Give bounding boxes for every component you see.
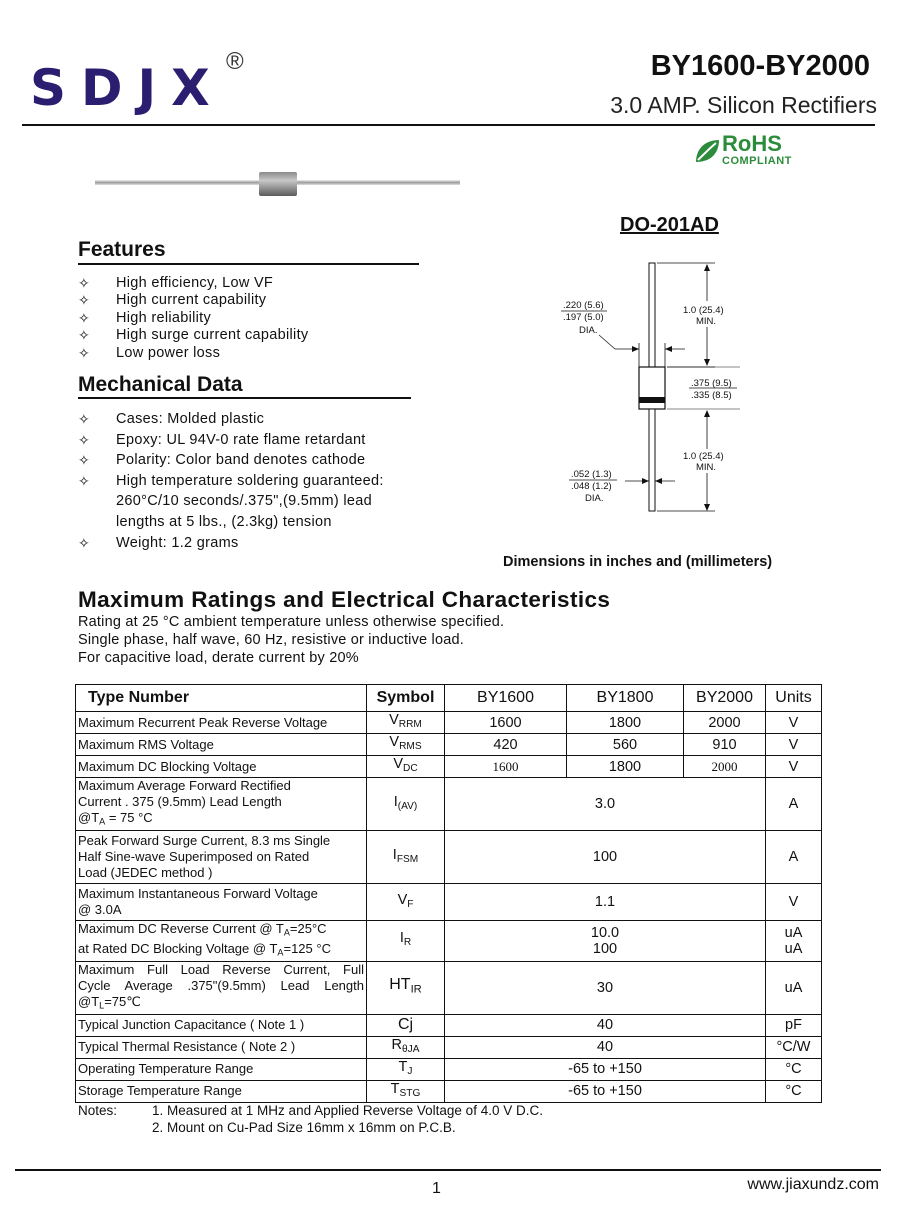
row-desc: Maximum DC Blocking Voltage [76,756,367,778]
table-header-row [76,685,822,712]
row-symbol: $T_J$ [367,1058,445,1080]
list-item: ✧ Epoxy: UL 94V-0 rate flame retardant [78,430,408,451]
row-desc: Storage Temperature Range [76,1080,367,1102]
row-value: 910 [684,734,766,756]
header-model-1: BY1600 [445,685,567,712]
row-value: 2000 [684,756,766,778]
dim-lead-top-2: MIN. [696,316,717,327]
row-unit: A [766,831,822,884]
row-symbol: Cj [367,1014,445,1036]
list-item: ✧ High efficiency, Low VF [78,275,274,291]
bullet-icon: ✧ [78,344,91,361]
row-unit: °C [766,1080,822,1102]
row-unit: °C [766,1058,822,1080]
row-symbol: $I_{(AV)}$ [367,778,445,831]
row-value: 100 [445,831,766,884]
row-symbol: $HT_{IR}$ [367,961,445,1014]
mechanical-underline [78,397,411,399]
row-desc: Maximum Average Forward Rectified Current . 375 (9.5mm) Lead Length $@T_A = 75$ °C [76,778,367,831]
dim-body-dia-label: DIA. [579,325,598,336]
row-desc: Maximum RMS Voltage [76,734,367,756]
row-value: 1800 [567,756,684,778]
list-item: ✧ High current capability [78,292,267,309]
row-unit: V [766,712,822,734]
row-unit: uA [766,961,822,1014]
row-symbol: $I_{FSM}$ [367,831,445,884]
features-heading: Features [78,238,166,261]
rating-condition-2: Single phase, half wave, 60 Hz, resistive or inductive load. [78,632,464,648]
row-unit: V [766,734,822,756]
dim-lead-dia-1: .052 (1.3) [571,469,612,480]
page-number: 1 [432,1180,441,1197]
row-desc: Maximum Instantaneous Forward Voltage @ 3.0A [76,884,367,921]
row-value: 10.0 100 [445,921,766,961]
table-row [76,921,822,961]
notes-list [152,1102,543,1136]
rating-condition-3: For capacitive load, derate current by 20% [78,650,359,666]
header-model-2: BY1800 [567,685,684,712]
rohs-label: RoHS [722,131,782,156]
table-row [76,734,822,756]
package-name: DO-201AD [620,214,719,236]
row-value: -65 to +150 [445,1080,766,1102]
dim-lead-dia-2: .048 (1.2) [571,481,612,492]
row-value: 30 [445,961,766,1014]
header-model-3: BY2000 [684,685,766,712]
ratings-heading: Maximum Ratings and Electrical Characteristics [78,587,611,612]
dim-body-len-2: .335 (8.5) [691,390,732,401]
list-item: ✧ High surge current capability [78,327,309,344]
row-unit: °C/W [766,1036,822,1058]
list-item: ✧ High temperature soldering guaranteed: 260°C/10 seconds/.375",(9.5mm) lead lengths at 5 lbs., (2.3kg) tension [78,472,384,530]
row-unit: V [766,756,822,778]
dim-lead-bot-1: 1.0 (25.4) [683,451,724,462]
row-desc: Typical Thermal Resistance ( Note 2 ) [76,1036,367,1058]
header-type: Type Number [76,685,367,712]
dimensions-note: Dimensions in inches and (millimeters) [503,554,773,570]
dim-lead-bot-2: MIN. [696,462,717,473]
row-value: 1800 [567,712,684,734]
dim-lead-top-1: 1.0 (25.4) [683,305,724,316]
ratings-table [75,684,822,1103]
leaf-icon [692,136,722,172]
bullet-icon: ✧ [78,534,91,551]
dim-body-dia-2: .197 (5.0) [563,312,604,323]
diode-image [95,170,460,205]
table-row [76,756,822,778]
table-row [76,1036,822,1058]
row-desc: Operating Temperature Range [76,1058,367,1080]
table-row [76,961,822,1014]
row-symbol: $V_{RMS}$ [367,734,445,756]
row-value: 1.1 [445,884,766,921]
row-desc: Maximum DC Reverse Current @ $T_A=25^\circ C$ at Rated DC Blocking Voltage @ $T_A=125$ °C [76,921,367,961]
table-row [76,712,822,734]
row-symbol: $I_R$ [367,921,445,961]
dim-lead-dia-label: DIA. [585,493,604,504]
footer-divider [15,1169,881,1171]
header-divider [22,124,875,126]
registered-mark: ® [226,48,244,75]
ratings-conditions [78,613,504,667]
bullet-icon: ✧ [78,472,91,489]
header-symbol: Symbol [367,685,445,712]
rating-condition-1: Rating at 25 °C ambient temperature unless otherwise specified. [78,614,505,630]
bullet-icon: ✧ [78,309,91,326]
row-unit: A [766,778,822,831]
row-symbol: $V_F$ [367,884,445,921]
table-row [76,1014,822,1036]
table-row [76,1058,822,1080]
row-value: 1600 [445,712,567,734]
table-row [76,1080,822,1102]
features-underline [78,263,419,265]
row-desc: Typical Junction Capacitance ( Note 1 ) [76,1014,367,1036]
note-2: 2. Mount on Cu-Pad Size 16mm x 16mm on P.C.B. [152,1120,456,1135]
dim-body-dia-1: .220 (5.6) [563,300,604,311]
features-list [78,275,308,362]
bullet-icon: ✧ [78,431,91,448]
row-value: 40 [445,1014,766,1036]
bullet-icon: ✧ [78,327,91,344]
table-row [76,778,822,831]
mechanical-list [78,409,408,553]
row-desc: Maximum Full Load Reverse Current, Full Cycle Average .375"(9.5mm) Lead Length $@T_L=75℃$ [76,961,367,1014]
list-item: ✧ Low power loss [78,344,221,361]
part-range-title: BY1600-BY2000 [650,50,870,82]
row-value: -65 to +150 [445,1058,766,1080]
bullet-icon: ✧ [78,452,91,469]
company-logo: SDJX [30,59,225,117]
package-outline-diagram [555,255,755,522]
row-desc: Maximum Recurrent Peak Reverse Voltage [76,712,367,734]
bullet-icon: ✧ [78,275,91,291]
row-unit: V [766,884,822,921]
note-1: 1. Measured at 1 MHz and Applied Reverse Voltage of 4.0 V D.C. [152,1103,543,1118]
row-value: 2000 [684,712,766,734]
bullet-icon: ✧ [78,292,91,309]
list-item: ✧ Weight: 1.2 grams [78,533,408,554]
table-row [76,831,822,884]
row-value: 420 [445,734,567,756]
row-value: 40 [445,1036,766,1058]
row-symbol: $R_{\theta JA}$ [367,1036,445,1058]
row-unit: uA uA [766,921,822,961]
list-item: ✧ High reliability [78,309,212,326]
row-symbol: $V_{DC}$ [367,756,445,778]
dim-body-len-1: .375 (9.5) [691,378,732,389]
row-desc: Peak Forward Surge Current, 8.3 ms Single Half Sine-wave Superimposed on Rated Load (JEDEC method ) [76,831,367,884]
rohs-compliant-label: COMPLIANT [722,155,792,167]
list-item: ✧ Polarity: Color band denotes cathode [78,450,408,471]
mechanical-heading: Mechanical Data [78,373,243,396]
row-value: 3.0 [445,778,766,831]
row-value: 1600 [445,756,567,778]
row-unit: pF [766,1014,822,1036]
header-units: Units [766,685,822,712]
row-symbol: $V_{RRM}$ [367,712,445,734]
product-subtitle: 3.0 AMP. Silicon Rectifiers [610,92,877,118]
bullet-icon: ✧ [78,411,91,427]
row-value: 560 [567,734,684,756]
table-row [76,884,822,921]
list-item: ✧ Cases: Molded plastic [78,409,408,430]
website-link[interactable]: www.jiaxundz.com [747,1176,879,1193]
notes-label: Notes: [78,1103,118,1118]
row-symbol: $T_{STG}$ [367,1080,445,1102]
